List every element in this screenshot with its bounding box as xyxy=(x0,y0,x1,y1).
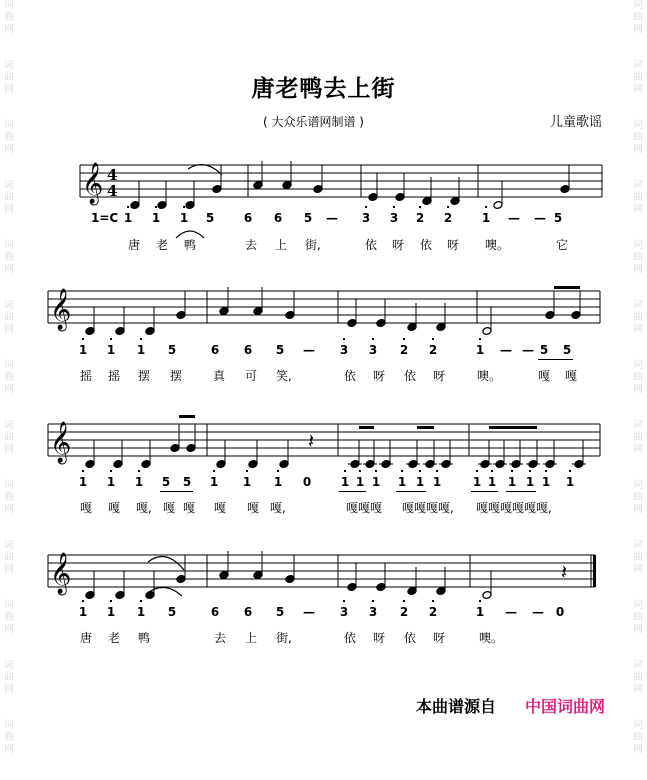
upper-octave-dot xyxy=(82,338,84,340)
watermark-char: 词 xyxy=(4,120,14,131)
lyric-syllable: 老 xyxy=(108,631,121,645)
note-number: 5 xyxy=(539,343,549,357)
upper-octave-dot xyxy=(110,600,112,602)
song-genre: 儿童歌谣 xyxy=(550,115,603,130)
note-number: 1 xyxy=(106,475,116,489)
underline-eighth xyxy=(339,491,366,492)
beam xyxy=(417,426,434,429)
lyric-syllable: 依 xyxy=(344,369,357,383)
song-title: 唐老鸭去上街 xyxy=(251,76,396,102)
note-number: 1 xyxy=(507,475,517,489)
lyric-syllable: 摇 xyxy=(80,369,93,383)
upper-octave-dot xyxy=(183,206,185,208)
watermark-char: 词 xyxy=(633,360,643,371)
lyric-syllable: 依 xyxy=(404,369,417,383)
note-number: 1 xyxy=(242,475,252,489)
watermark-char: 网 xyxy=(633,624,643,635)
watermark-char: 网 xyxy=(633,564,643,575)
watermark-char: 曲 xyxy=(4,672,14,683)
upper-octave-dot xyxy=(140,600,142,602)
note-number: 1 xyxy=(397,475,407,489)
watermark-char: 词 xyxy=(633,120,643,131)
note-number: 1 xyxy=(123,211,133,225)
note-number: 3 xyxy=(368,343,378,357)
watermark-char: 曲 xyxy=(4,612,14,623)
watermark-char: 曲 xyxy=(4,732,14,743)
watermark-char: 网 xyxy=(4,84,14,95)
lyric-syllable: 嘎 xyxy=(163,501,176,515)
note-number: 0 xyxy=(555,605,565,619)
watermark-char: 网 xyxy=(4,444,14,455)
lyric-syllable: 嘎 xyxy=(183,501,196,515)
upper-octave-dot xyxy=(343,600,345,602)
treble-clef-icon: 𝄞 xyxy=(50,553,72,594)
dash-extension: — xyxy=(500,343,512,357)
watermark-char: 网 xyxy=(633,24,643,35)
watermark-char: 词 xyxy=(4,420,14,431)
upper-octave-dot xyxy=(82,470,84,472)
watermark-char: 网 xyxy=(633,144,643,155)
watermark-char: 词 xyxy=(633,420,643,431)
upper-octave-dot xyxy=(359,470,361,472)
upper-octave-dot xyxy=(393,206,395,208)
lyric-syllable: 去 xyxy=(245,238,258,252)
watermark-char: 曲 xyxy=(633,72,643,83)
dash-extension: — xyxy=(532,605,544,619)
watermark-char: 词 xyxy=(633,60,643,71)
note-number: 1 xyxy=(565,475,575,489)
watermark-char: 曲 xyxy=(633,12,643,23)
note-number: 5 xyxy=(562,343,572,357)
watermark-char: 词 xyxy=(4,720,14,731)
lyric-syllable: 嘎 xyxy=(247,501,260,515)
watermark-char: 曲 xyxy=(4,192,14,203)
lyric-syllable: 噢。 xyxy=(479,631,504,645)
upper-octave-dot xyxy=(246,470,248,472)
watermark-char: 曲 xyxy=(633,372,643,383)
lyric-syllable: 可 xyxy=(245,369,258,383)
lyric-syllable: 上 xyxy=(245,631,258,645)
watermark-char: 词 xyxy=(4,240,14,251)
upper-octave-dot xyxy=(127,206,129,208)
quarter-rest-icon: 𝄽 xyxy=(561,560,568,584)
underline-eighth xyxy=(538,359,573,360)
upper-octave-dot xyxy=(403,600,405,602)
lyric-syllable: 街, xyxy=(305,238,321,252)
note-number: 1 xyxy=(432,475,442,489)
note-number: 1 xyxy=(487,475,497,489)
dash-extension: — xyxy=(326,211,338,225)
upper-octave-dot xyxy=(213,470,215,472)
watermark-char: 曲 xyxy=(633,492,643,503)
lyric-syllable: 呀 xyxy=(373,369,386,383)
dash-extension: — xyxy=(522,343,534,357)
watermark-char: 网 xyxy=(4,744,14,755)
quarter-rest-icon: 𝄽 xyxy=(308,429,315,453)
lyric-syllable: 嘎, xyxy=(136,501,152,515)
underline-eighth xyxy=(396,491,426,492)
lyric-syllable: 嘎 xyxy=(538,369,551,383)
score-maker-note: ( 大众乐谱网制谱 ) xyxy=(263,115,364,129)
beam xyxy=(359,426,374,429)
underline-eighth xyxy=(160,491,193,492)
watermark-char: 网 xyxy=(4,624,14,635)
watermark-char: 曲 xyxy=(4,372,14,383)
watermark-char: 曲 xyxy=(633,612,643,623)
note-number: 6 xyxy=(243,605,253,619)
upper-octave-dot xyxy=(344,470,346,472)
upper-octave-dot xyxy=(479,600,481,602)
upper-octave-dot xyxy=(138,470,140,472)
upper-octave-dot xyxy=(365,206,367,208)
watermark-char: 网 xyxy=(4,504,14,515)
watermark-char: 词 xyxy=(633,720,643,731)
watermark-char: 词 xyxy=(4,540,14,551)
note-number: 1 xyxy=(151,211,161,225)
watermark-char: 网 xyxy=(633,444,643,455)
key-signature-label: 1=C xyxy=(91,211,119,225)
watermark-char: 网 xyxy=(633,684,643,695)
note-number: 1 xyxy=(472,475,482,489)
upper-octave-dot xyxy=(491,470,493,472)
upper-octave-dot xyxy=(140,338,142,340)
note-number: 5 xyxy=(553,211,563,225)
lyric-syllable: 它 xyxy=(556,238,569,252)
watermark-char: 网 xyxy=(4,324,14,335)
lyric-syllable: 噢。 xyxy=(485,238,510,252)
note-number: 1 xyxy=(78,343,88,357)
watermark-char: 曲 xyxy=(4,492,14,503)
upper-octave-dot xyxy=(155,206,157,208)
note-number: 2 xyxy=(399,605,409,619)
site-name-link[interactable]: 中国词曲网 xyxy=(525,697,606,716)
upper-octave-dot xyxy=(110,470,112,472)
upper-octave-dot xyxy=(419,470,421,472)
lyric-syllable: 呀 xyxy=(433,369,446,383)
watermark-char: 词 xyxy=(633,480,643,491)
lyric-syllable: 鸭 xyxy=(138,631,151,645)
note-number: 6 xyxy=(243,343,253,357)
watermark-char: 曲 xyxy=(633,552,643,563)
note-number: 1 xyxy=(371,475,381,489)
lyric-syllable: 依 xyxy=(344,631,357,645)
watermark-char: 词 xyxy=(633,600,643,611)
note-number: 3 xyxy=(368,605,378,619)
watermark-char: 词 xyxy=(633,300,643,311)
watermark-char: 词 xyxy=(4,660,14,671)
watermark-char: 词 xyxy=(633,660,643,671)
watermark-char: 曲 xyxy=(633,312,643,323)
watermark-char: 词 xyxy=(4,0,14,11)
lyric-syllable: 笑, xyxy=(276,369,292,383)
note-number: 1 xyxy=(136,343,146,357)
upper-octave-dot xyxy=(375,470,377,472)
watermark-char: 曲 xyxy=(4,312,14,323)
watermark-char: 网 xyxy=(633,744,643,755)
note-number: 1 xyxy=(78,475,88,489)
upper-octave-dot xyxy=(479,338,481,340)
lyric-syllable: 唐 xyxy=(80,631,93,645)
watermark-char: 曲 xyxy=(633,732,643,743)
lyric-syllable: 摇 xyxy=(108,369,121,383)
note-number: 6 xyxy=(210,343,220,357)
watermark-char: 网 xyxy=(4,384,14,395)
upper-octave-dot xyxy=(447,206,449,208)
lyric-syllable: 摆 xyxy=(138,369,151,383)
watermark-char: 词 xyxy=(4,300,14,311)
lyric-syllable: 依 xyxy=(365,238,378,252)
upper-octave-dot xyxy=(403,338,405,340)
lyric-syllable: 噢。 xyxy=(477,369,502,383)
upper-octave-dot xyxy=(485,206,487,208)
watermark-char: 曲 xyxy=(4,252,14,263)
upper-octave-dot xyxy=(372,338,374,340)
note-number: 1 xyxy=(106,343,116,357)
dash-extension: — xyxy=(534,211,546,225)
upper-octave-dot xyxy=(436,470,438,472)
note-number: 6 xyxy=(210,605,220,619)
upper-octave-dot xyxy=(401,470,403,472)
lyric-syllable: 嘎嘎嘎嘎嘎嘎, xyxy=(476,501,552,515)
note-number: 3 xyxy=(361,211,371,225)
note-number: 1 xyxy=(273,475,283,489)
note-number: 2 xyxy=(428,343,438,357)
note-number: 1 xyxy=(541,475,551,489)
note-number: 2 xyxy=(428,605,438,619)
lyric-syllable: 依 xyxy=(404,631,417,645)
upper-octave-dot xyxy=(419,206,421,208)
dash-extension: — xyxy=(508,211,520,225)
note-number: 5 xyxy=(303,211,313,225)
lyric-syllable: 呀 xyxy=(373,631,386,645)
watermark-char: 词 xyxy=(4,480,14,491)
lyric-syllable: 街, xyxy=(276,631,292,645)
lyric-syllable: 嘎 xyxy=(108,501,121,515)
note-number: 1 xyxy=(475,343,485,357)
note-number: 1 xyxy=(106,605,116,619)
note-number: 1 xyxy=(134,475,144,489)
watermark-char: 曲 xyxy=(4,132,14,143)
upper-octave-dot xyxy=(82,600,84,602)
treble-clef-icon: 𝄞 xyxy=(82,163,104,204)
note-number: 1 xyxy=(475,605,485,619)
watermark-char: 词 xyxy=(633,180,643,191)
dash-extension: — xyxy=(505,605,517,619)
watermark-char: 曲 xyxy=(4,432,14,443)
watermark-char: 网 xyxy=(633,84,643,95)
note-number: 1 xyxy=(136,605,146,619)
upper-octave-dot xyxy=(569,470,571,472)
lyric-syllable: 真 xyxy=(213,369,226,383)
note-number: 6 xyxy=(243,211,253,225)
note-number: 2 xyxy=(415,211,425,225)
watermark-char: 曲 xyxy=(4,72,14,83)
upper-octave-dot xyxy=(372,600,374,602)
note-number: 1 xyxy=(340,475,350,489)
lyric-syllable: 呀 xyxy=(433,631,446,645)
note-number: 3 xyxy=(389,211,399,225)
lyric-syllable: 嘎嘎嘎嘎, xyxy=(402,501,454,515)
source-label: 本曲谱源自 xyxy=(416,697,497,716)
lyric-syllable: 嘎嘎嘎 xyxy=(346,501,383,515)
lyric-syllable: 嘎 xyxy=(565,369,578,383)
watermark-char: 词 xyxy=(633,240,643,251)
watermark-char: 网 xyxy=(4,264,14,275)
watermark-char: 词 xyxy=(633,0,643,11)
watermark-char: 网 xyxy=(633,204,643,215)
note-number: 1 xyxy=(415,475,425,489)
watermark-char: 词 xyxy=(633,540,643,551)
time-signature-bottom: 4 xyxy=(107,182,118,200)
watermark-char: 网 xyxy=(633,324,643,335)
upper-octave-dot xyxy=(343,338,345,340)
note-number: 0 xyxy=(302,475,312,489)
treble-clef-icon: 𝄞 xyxy=(50,289,72,330)
dash-extension: — xyxy=(303,343,315,357)
note-number: 1 xyxy=(179,211,189,225)
watermark-char: 曲 xyxy=(633,432,643,443)
final-barline xyxy=(593,555,596,587)
note-number: 1 xyxy=(525,475,535,489)
lyric-syllable: 呀 xyxy=(392,238,405,252)
lyric-syllable: 老 xyxy=(156,238,169,252)
note-number: 5 xyxy=(167,343,177,357)
upper-octave-dot xyxy=(529,470,531,472)
underline-eighth xyxy=(471,491,498,492)
watermark-char: 词 xyxy=(4,360,14,371)
watermark-char: 曲 xyxy=(4,12,14,23)
note-number: 1 xyxy=(355,475,365,489)
note-number: 2 xyxy=(399,343,409,357)
lyric-syllable: 嘎, xyxy=(270,501,286,515)
upper-octave-dot xyxy=(110,338,112,340)
watermark-char: 词 xyxy=(4,180,14,191)
watermark-char: 曲 xyxy=(633,672,643,683)
lyric-syllable: 依 xyxy=(420,238,433,252)
note-number: 5 xyxy=(167,605,177,619)
watermark-char: 曲 xyxy=(633,192,643,203)
note-number: 5 xyxy=(275,343,285,357)
time-signature-top: 4 xyxy=(107,166,118,184)
lyric-syllable: 去 xyxy=(214,631,227,645)
upper-octave-dot xyxy=(432,338,434,340)
dash-extension: — xyxy=(303,605,315,619)
watermark-char: 词 xyxy=(4,60,14,71)
note-number: 1 xyxy=(78,605,88,619)
watermark-char: 网 xyxy=(4,24,14,35)
watermark-char: 曲 xyxy=(4,552,14,563)
watermark-char: 网 xyxy=(4,204,14,215)
watermark-char: 网 xyxy=(633,384,643,395)
watermark-char: 曲 xyxy=(633,252,643,263)
note-number: 2 xyxy=(443,211,453,225)
watermark-char: 网 xyxy=(4,144,14,155)
underline-eighth xyxy=(506,491,536,492)
watermark-char: 曲 xyxy=(633,132,643,143)
lyric-syllable: 呀 xyxy=(447,238,460,252)
note-number: 5 xyxy=(161,475,171,489)
lyric-syllable: 嘎 xyxy=(214,501,227,515)
note-number: 3 xyxy=(339,343,349,357)
treble-clef-icon: 𝄞 xyxy=(50,422,72,463)
lyric-syllable: 嘎 xyxy=(80,501,93,515)
lyric-syllable: 摆 xyxy=(170,369,183,383)
lyric-syllable: 鸭 xyxy=(184,238,197,252)
note-number: 5 xyxy=(205,211,215,225)
watermark-char: 网 xyxy=(4,564,14,575)
note-number: 5 xyxy=(182,475,192,489)
upper-octave-dot xyxy=(432,600,434,602)
note-number: 1 xyxy=(209,475,219,489)
upper-octave-dot xyxy=(511,470,513,472)
watermark-char: 网 xyxy=(633,264,643,275)
lyric-syllable: 上 xyxy=(275,238,288,252)
note-number: 3 xyxy=(339,605,349,619)
lyric-syllable: 唐 xyxy=(128,238,141,252)
watermark-char: 词 xyxy=(4,600,14,611)
watermark-char: 网 xyxy=(633,504,643,515)
note-number: 5 xyxy=(275,605,285,619)
beam xyxy=(179,415,195,418)
beam xyxy=(554,286,580,289)
upper-octave-dot xyxy=(545,470,547,472)
upper-octave-dot xyxy=(476,470,478,472)
note-number: 1 xyxy=(481,211,491,225)
upper-octave-dot xyxy=(277,470,279,472)
watermark-char: 网 xyxy=(4,684,14,695)
beam xyxy=(489,426,537,429)
note-number: 6 xyxy=(273,211,283,225)
